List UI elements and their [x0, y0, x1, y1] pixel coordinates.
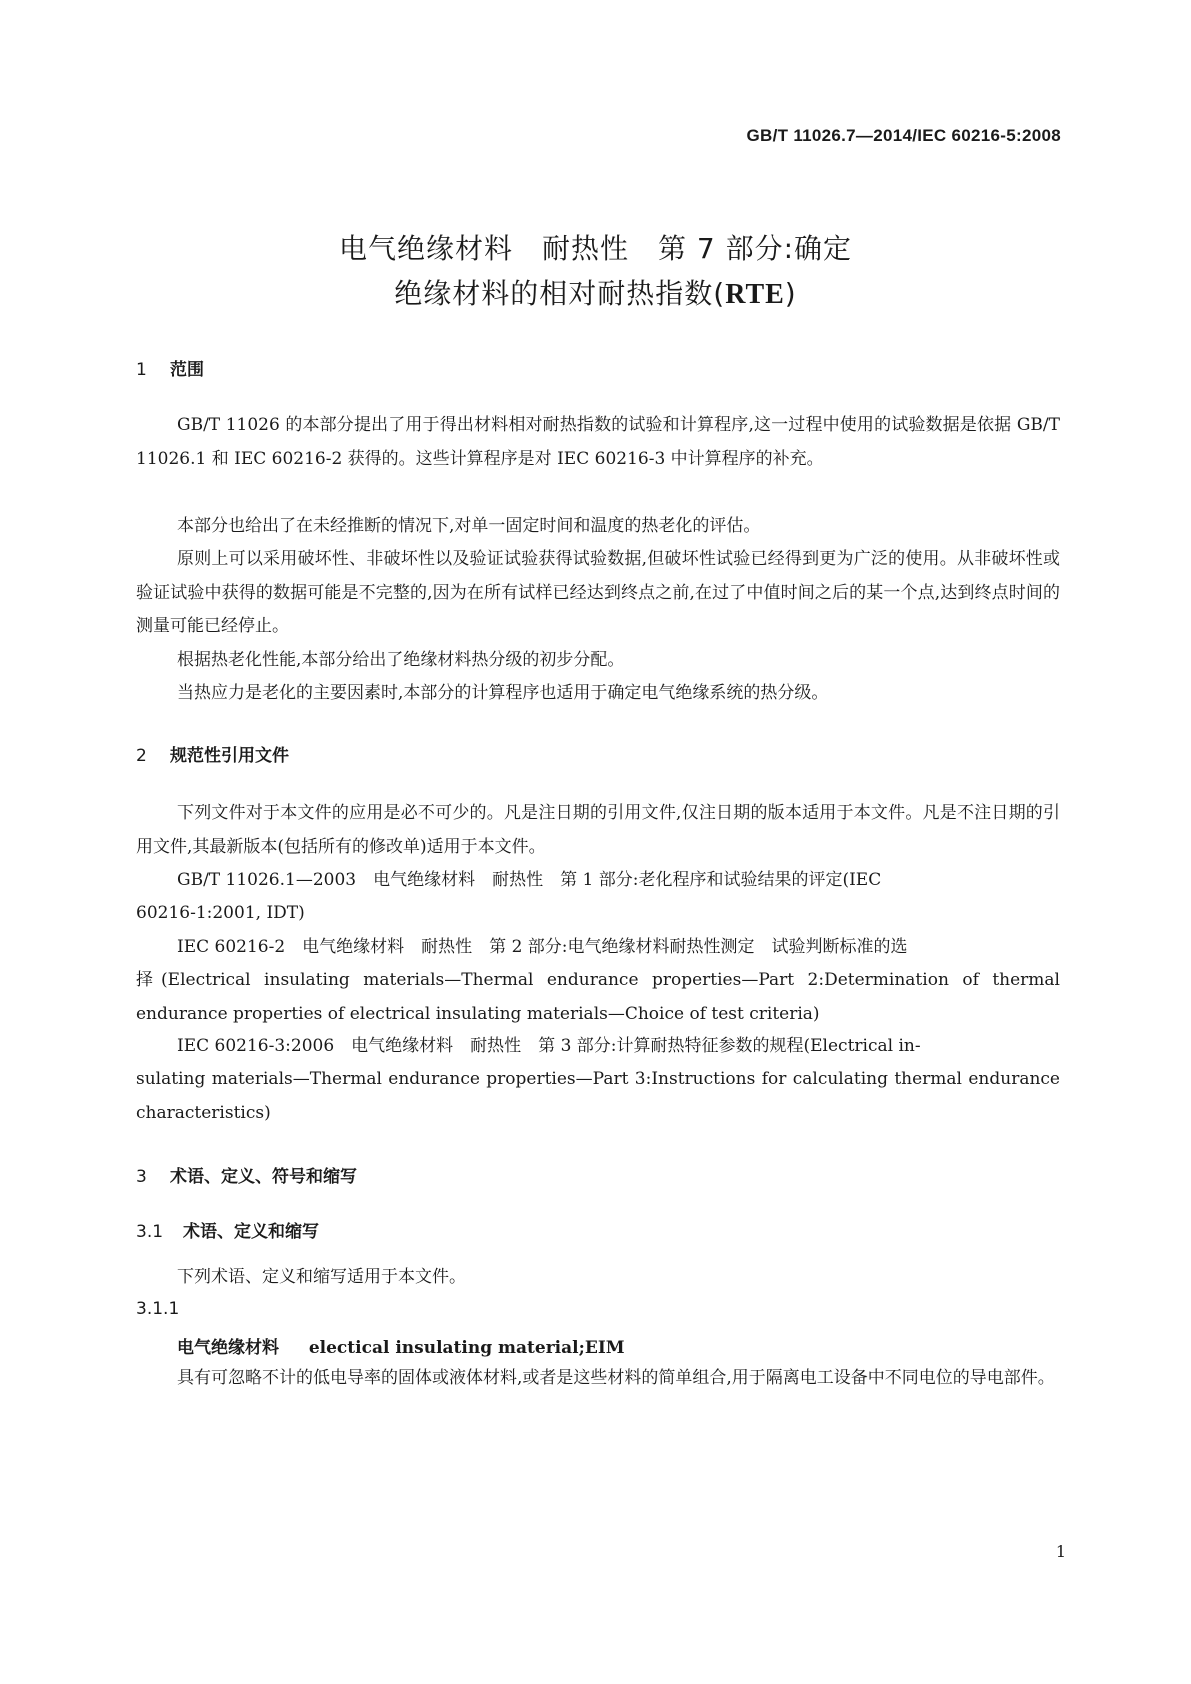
reference-line: GB/T 11026.1—2003 电气绝缘材料 耐热性 第 1 部分:老化程序和试验结果的评定(IEC: [177, 870, 882, 890]
section-number: 2: [136, 746, 147, 766]
section-2-heading: [136, 741, 289, 766]
title-rte-code: RTE: [725, 279, 785, 310]
reference-line: IEC 60216-3:2006 电气绝缘材料 耐热性 第 3 部分:计算耐热特征参数的规程(Electrical in-: [177, 1036, 921, 1056]
section-number: 3: [136, 1167, 147, 1187]
section-2-intro: 下列文件对于本文件的应用是必不可少的。凡是注日期的引用文件,仅注日期的版本适用于本文件。凡是不注日期的引用文件,其最新版本(包括所有的修改单)适用于本文件。: [136, 803, 1060, 857]
section-1-para-2: 本部分也给出了在未经推断的情况下,对单一固定时间和温度的热老化的评估。: [177, 516, 761, 536]
section-title: 术语、定义和缩写: [183, 1222, 319, 1242]
reference-continuation: 60216-1:2001, IDT): [136, 903, 305, 923]
term-definition: 具有可忽略不计的低电导率的固体或液体材料,或者是这些材料的简单组合,用于隔离电工设备中不同电位的导电部件。: [177, 1368, 1055, 1388]
term-chinese: 电气绝缘材料: [177, 1338, 279, 1358]
term-number: 3.1.1: [136, 1299, 180, 1319]
section-1-para-4: 根据热老化性能,本部分给出了绝缘材料热分级的初步分配。: [177, 650, 625, 670]
document-title: [0, 226, 1191, 317]
section-3-1-intro: 下列术语、定义和缩写适用于本文件。: [177, 1267, 466, 1287]
section-3-heading: [136, 1162, 357, 1187]
reference-line: IEC 60216-2 电气绝缘材料 耐热性 第 2 部分:电气绝缘材料耐热性测定 试验判断标准的选: [177, 937, 908, 957]
title-line-1: 电气绝缘材料 耐热性 第 7 部分:确定: [338, 232, 853, 265]
section-3-1-heading: [136, 1217, 319, 1242]
section-1-para-5: 当热应力是老化的主要因素时,本部分的计算程序也适用于确定电气绝缘系统的热分级。: [177, 683, 829, 703]
section-1-heading: [136, 355, 204, 380]
section-number: 3.1: [136, 1222, 164, 1242]
reference-continuation: 择(Electrical insulating materials—Thermal endurance properties—Part 2:Determination of thermal endurance properties of electrical insulating materials—Choice of test criteria): [136, 970, 1060, 1024]
section-title: 术语、定义、符号和缩写: [170, 1167, 357, 1187]
page-number: 1: [1055, 1542, 1066, 1561]
section-title: 范围: [170, 360, 204, 380]
title-line-2-prefix: 绝缘材料的相对耐热指数(: [394, 277, 726, 310]
title-line-2: [0, 271, 1191, 317]
section-number: 1: [136, 360, 147, 380]
term-entry: [177, 1333, 625, 1358]
section-title: 规范性引用文件: [170, 746, 289, 766]
reference-continuation: sulating materials—Thermal endurance properties—Part 3:Instructions for calculating thermal endurance characteristics): [136, 1069, 1060, 1123]
section-1-para-3: 原则上可以采用破坏性、非破坏性以及验证试验获得试验数据,但破坏性试验已经得到更为广泛的使用。从非破坏性或验证试验中获得的数据可能是不完整的,因为在所有试样已经达到终点之前,在过了中值时间之后的某一个点,达到终点时间的测量可能已经停止。: [136, 549, 1060, 636]
section-1-para-1: GB/T 11026 的本部分提出了用于得出材料相对耐热指数的试验和计算程序,这一过程中使用的试验数据是依据 GB/T 11026.1 和 IEC 60216-2 获得的。这些计算程序是对 IEC 60216-3 中计算程序的补充。: [136, 415, 1060, 469]
title-line-2-suffix: ): [784, 277, 797, 310]
term-english: electical insulating material;EIM: [308, 1338, 625, 1358]
standard-code: GB/T 11026.7—2014/IEC 60216-5:2008: [746, 126, 1061, 145]
